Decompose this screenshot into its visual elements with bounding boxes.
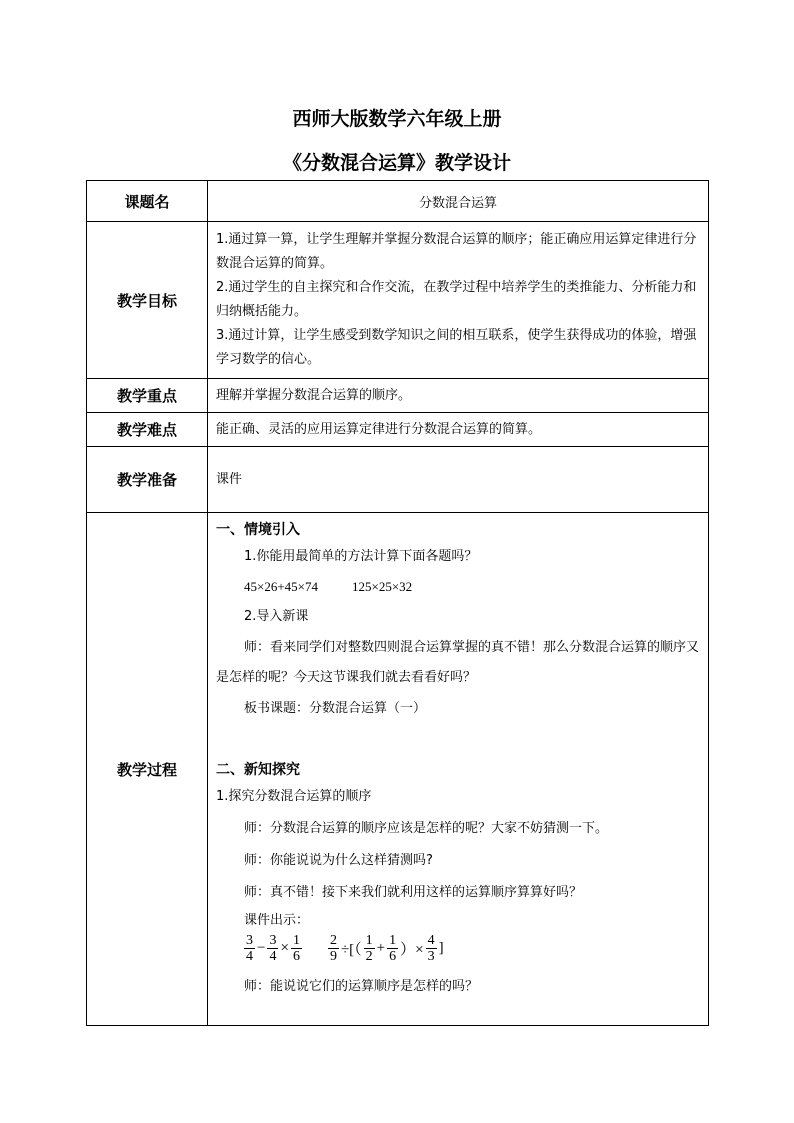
prep-value: 课件 [208, 447, 709, 513]
expression: 45×26+45×74 [244, 579, 318, 594]
topic-label: 课题名 [87, 181, 208, 222]
fraction: $\frac{4}{3}$ [427, 933, 435, 964]
paragraph: 师：能说说它们的运算顺序是怎样的吗？ [244, 979, 479, 994]
paragraph: 板书课题：分数混合运算（一） [244, 701, 427, 716]
expression: 125×25×32 [352, 579, 413, 594]
fraction: $\frac{1}{6}$ [292, 933, 300, 964]
expression-line [216, 573, 702, 601]
goal-item: 1.通过算一算，让学生理解并掌握分数混合运算的顺序；能正确应用运算定律进行分数混合运算的简算。 [216, 232, 697, 271]
goals-label: 教学目标 [87, 222, 208, 379]
close-bracket: ] [438, 940, 444, 956]
paragraph: 1.探究分数混合运算的顺序 [216, 789, 372, 804]
fraction: $\frac{3}{4}$ [269, 933, 277, 964]
close-paren-times: ）× [400, 942, 424, 958]
key-label: 教学重点 [87, 379, 208, 413]
document-title: 西师大版数学六年级上册 [292, 108, 502, 130]
goal-item: 3.通过计算，让学生感受到数学知识之间的相互联系，使学生获得成功的体验，增强学习数学的信心。 [216, 328, 697, 367]
plus-sign: + [376, 940, 386, 956]
paragraph: 师：看来同学们对整数四则混合运算掌握的真不错！那么分数混合运算的顺序又是怎样的呢？今天这节课我们就去看看好吗？ [216, 640, 700, 685]
section-heading: 二、新知探究 [216, 762, 300, 778]
goals-cell [208, 222, 709, 379]
key-value: 理解并掌握分数混合运算的顺序。 [208, 379, 709, 413]
paragraph: 2.导入新课 [244, 609, 309, 624]
paragraph: 1.你能用最简单的方法计算下面各题吗？ [244, 549, 478, 564]
section-heading: 一、情境引入 [216, 522, 300, 538]
fraction-expressions [216, 933, 702, 975]
goal-item: 2.通过学生的自主探究和合作交流，在教学过程中培养学生的类推能力、分析能力和归纳概括能力。 [216, 280, 697, 319]
topic-value: 分数混合运算 [208, 181, 709, 222]
fraction: $\frac{1}{6}$ [389, 933, 397, 964]
paragraph: 师：分数混合运算的顺序应该是怎样的呢？大家不妨猜测一下。 [244, 821, 609, 836]
process-label: 教学过程 [87, 513, 208, 1026]
difficulty-label: 教学难点 [87, 413, 208, 447]
prep-label: 教学准备 [87, 447, 208, 513]
document-subtitle: 《分数混合运算》教学设计 [282, 152, 511, 174]
paragraph: 师：真不错！接下来我们就利用这样的运算顺序算算好吗？ [244, 885, 583, 900]
table-row [87, 181, 709, 222]
minus-sign: − [257, 940, 266, 956]
paragraph: 课件出示： [244, 913, 310, 928]
times-sign: × [280, 940, 289, 956]
fraction: $\frac{2}{9}$ [329, 933, 337, 964]
table-row [87, 379, 709, 413]
table-row [87, 222, 709, 379]
difficulty-value: 能正确、灵活的应用运算定律进行分数混合运算的简算。 [208, 413, 709, 447]
lesson-plan-table [86, 180, 709, 1026]
fraction: $\frac{3}{4}$ [246, 933, 253, 964]
table-row [87, 447, 709, 513]
process-cell [208, 513, 709, 1026]
table-row [87, 513, 709, 1026]
paragraph: 师：你能说说为什么这样猜测吗? [244, 853, 433, 868]
divide-bracket: ÷[（ [340, 942, 362, 958]
table-row [87, 413, 709, 447]
fraction: $\frac{1}{2}$ [365, 933, 373, 964]
